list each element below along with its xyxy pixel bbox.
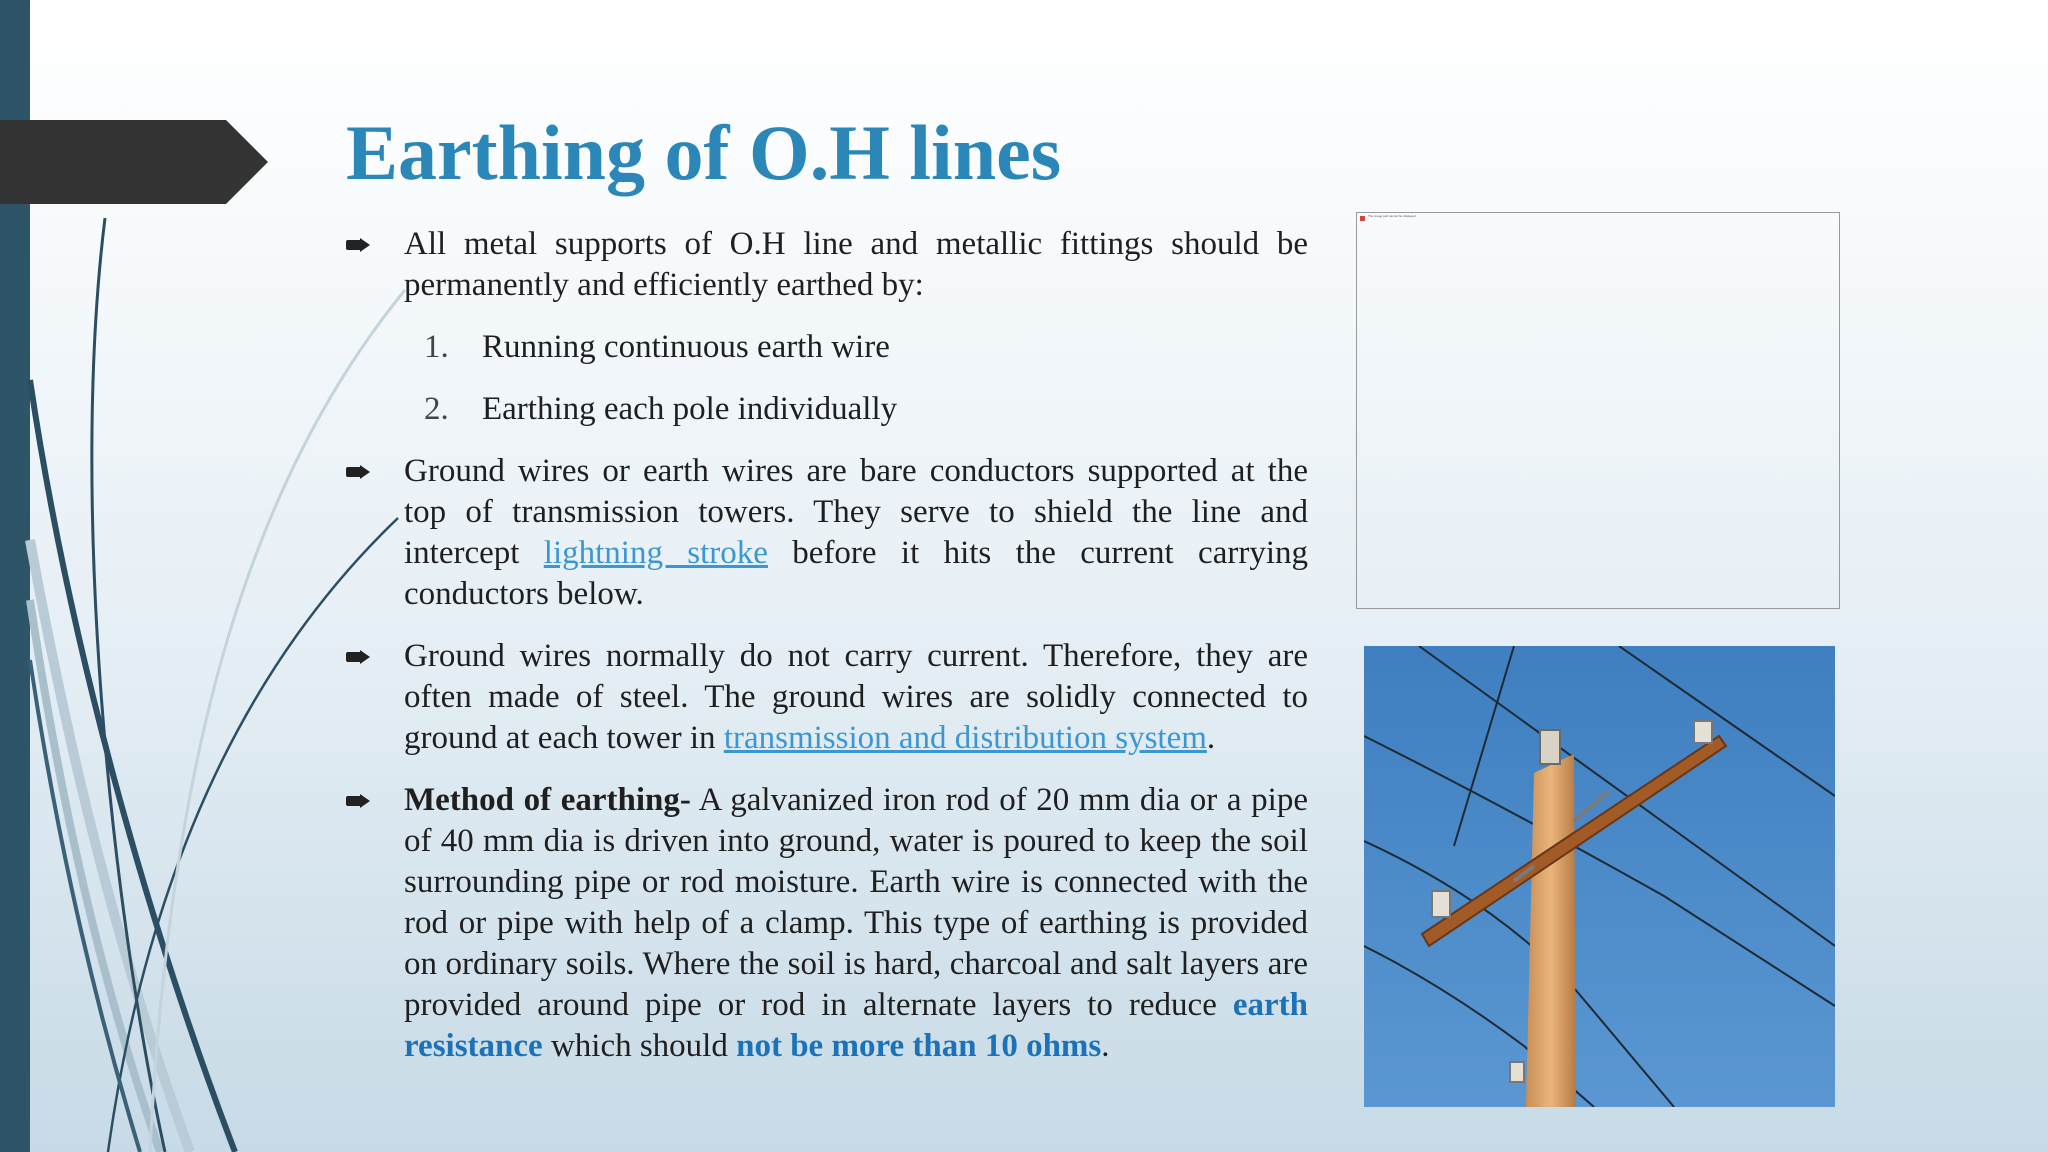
slide-content — [346, 224, 1308, 1088]
item-text: Running continuous earth wire — [482, 329, 890, 365]
bullet-text: Ground wires normally do not carry current. Therefore, they are often made of steel. The ground wires are solidly connected to ground at each tower in — [404, 638, 1308, 756]
pole-top-insulator — [1540, 730, 1560, 764]
bullet-item — [346, 451, 1308, 615]
numbered-item — [346, 389, 1308, 430]
utility-pole-photo — [1364, 646, 1835, 1107]
bullet-item — [346, 780, 1308, 1067]
bullet-text: which should — [542, 1028, 737, 1064]
bullet-arrow-icon — [346, 465, 372, 479]
utility-pole-illustration — [1364, 646, 1835, 1107]
item-number: 1. — [424, 329, 449, 365]
slide-title: Earthing of O.H lines — [346, 109, 1062, 196]
bullet-text: . — [1101, 1028, 1110, 1064]
method-heading: Method of earthing- — [404, 782, 691, 818]
title-arrow-shape — [0, 120, 268, 204]
bullet-item — [346, 224, 1308, 306]
item-number: 2. — [424, 391, 449, 427]
bullet-arrow-icon — [346, 238, 372, 252]
item-text: Earthing each pole individually — [482, 391, 898, 427]
transmission-system-link[interactable]: transmission and distribution system — [723, 720, 1207, 756]
bullet-text: A galvanized iron rod of 20 mm dia or a pipe of 40 mm dia is driven into ground, water is poured to keep the soil surrounding pipe or rod moisture. Earth wire is connected with the rod or pipe with help of a clamp. This type of earthing is provided on ordinary soils. Where the soil is hard, charcoal and salt layers are provided around pipe or rod in alternate layers to reduce — [404, 782, 1308, 1023]
bullet-text: . — [1206, 720, 1216, 756]
wooden-pole — [1526, 754, 1576, 1107]
broken-image-icon — [1360, 216, 1365, 221]
broken-image-text: The image part cannot be displayed. — [1368, 214, 1417, 218]
earth-resistance-highlight: earth resistance — [404, 987, 1308, 1064]
bullet-arrow-icon — [346, 650, 372, 664]
ohms-limit-highlight: not be more than 10 ohms — [736, 1028, 1102, 1064]
insulator — [1694, 721, 1712, 743]
image-placeholder — [1356, 212, 1840, 609]
bullet-text: All metal supports of O.H line and metallic fittings should be permanently and efficiently earthed by: — [404, 226, 1308, 303]
insulator — [1510, 1062, 1524, 1082]
bullet-item — [346, 636, 1308, 759]
bullet-text: before it hits the current carrying conductors below. — [404, 535, 1308, 612]
curve-light-1 — [30, 540, 190, 1152]
lightning-stroke-link[interactable]: lightning stroke — [543, 535, 768, 571]
bullet-text: Ground wires or earth wires are bare conductors supported at the top of transmission towers. They serve to shield the line and intercept — [404, 453, 1308, 571]
bullet-arrow-icon — [346, 794, 372, 808]
numbered-item — [346, 327, 1308, 368]
insulator — [1432, 891, 1450, 917]
